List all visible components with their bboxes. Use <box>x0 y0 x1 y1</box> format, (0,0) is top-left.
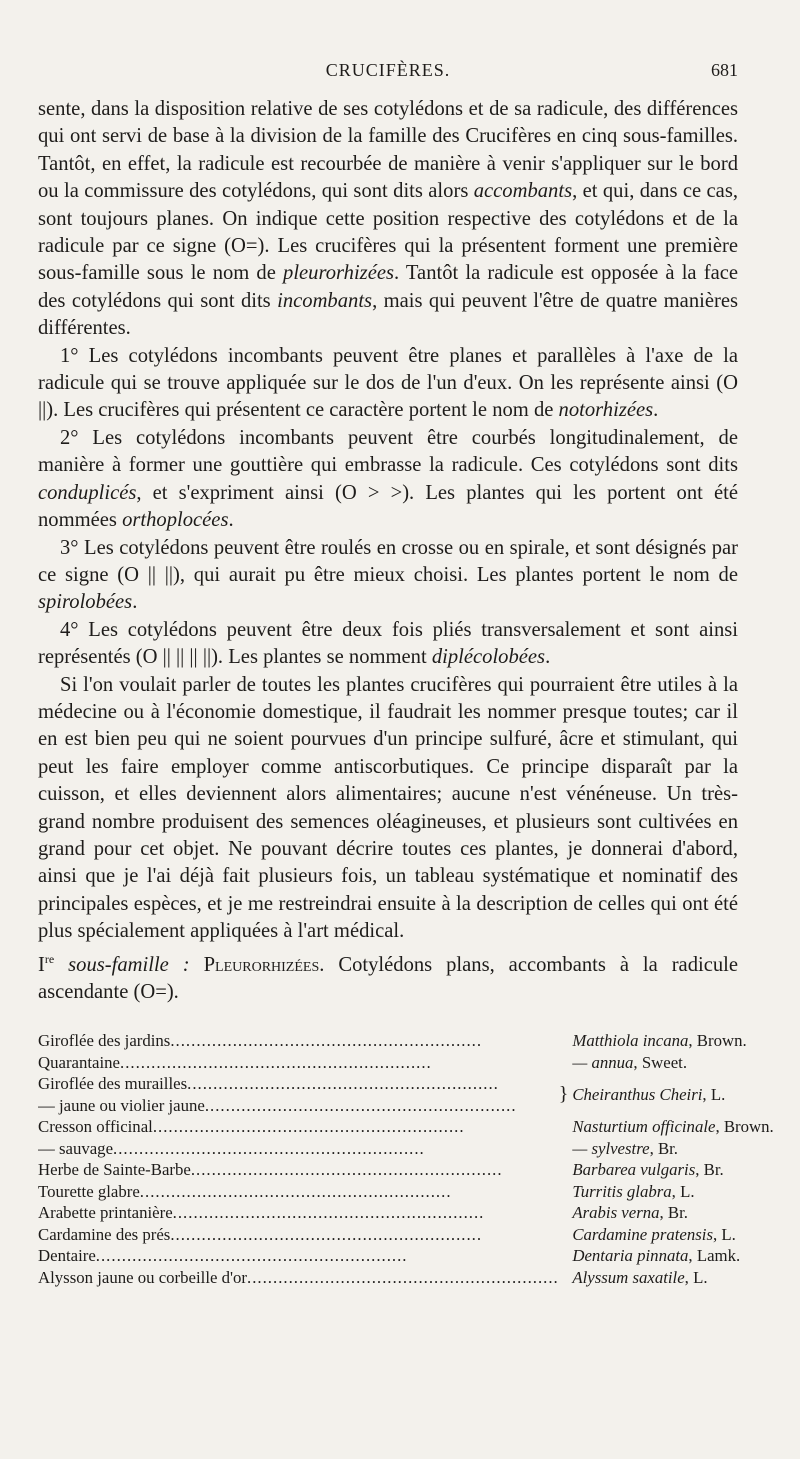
species-table <box>38 1030 774 1288</box>
author-abbrev: , L. <box>712 1224 736 1244</box>
body-text <box>38 96 738 1006</box>
italic-term: accombants <box>473 180 573 203</box>
text-run: 3° Les cotylédons peuvent être roulés en crosse ou en spirale, et sont désignés par ce signe (O || ||), qui aurait pu être mieux choisi. Les plantes portent le nom de <box>38 536 738 586</box>
paragraph <box>38 425 738 535</box>
latin-name: Nasturtium officinale <box>572 1117 716 1137</box>
common-name: Alysson jaune ou corbeille d'or <box>38 1267 248 1287</box>
leader-dots: ............................................................ <box>247 1267 559 1287</box>
common-name: Giroflée des murailles <box>38 1074 188 1094</box>
common-name-cell <box>38 1202 559 1224</box>
latin-name: Matthiola incana <box>572 1031 689 1051</box>
author-abbrev: , L. <box>684 1267 708 1287</box>
text-run: . Tantôt la radicule est opposée à la face des cotylédons qui sont dits <box>38 262 738 312</box>
text-run: 2° Les cotylédons incombants peuvent être courbés longitudinalement, de manière à former une gouttière qui embrasse la radicule. Ces cotylédons sont dits <box>38 426 738 477</box>
leader-dots: ............................................................ <box>204 1095 517 1115</box>
species-row <box>38 1138 774 1160</box>
brace-spacer <box>559 1202 569 1224</box>
paragraphs <box>38 96 738 946</box>
leader-dots: ............................................................ <box>187 1074 499 1094</box>
latin-name-cell <box>568 1181 773 1203</box>
brace-spacer <box>559 1181 569 1203</box>
common-name-cell <box>38 1267 559 1289</box>
paragraph <box>38 535 738 617</box>
leader-dots: ............................................................ <box>113 1138 425 1158</box>
author-abbrev: , Br. <box>649 1138 679 1158</box>
latin-name-cell <box>568 1030 773 1052</box>
leader-dots: ............................................................ <box>170 1031 483 1051</box>
author-abbrev: , Br. <box>659 1203 688 1223</box>
common-name: Arabette printanière <box>38 1203 173 1223</box>
leader-dots: ............................................................ <box>172 1203 485 1223</box>
running-head <box>38 60 738 86</box>
common-name-cell <box>38 1245 559 1267</box>
brace-spacer <box>559 1138 569 1160</box>
common-name: Giroflée des jardins <box>38 1031 171 1051</box>
text-run: sente, dans la disposition relative de ses cotylédons et de sa radicule, des différences qui ont servi de base à la division de la famille des Crucifères en cinq sous-familles. Tantôt, en effet, la radicule est recourbée de manière à venir s'appliquer sur le bord ou la commissure des cotylédons, qui sont dits alors <box>38 98 738 203</box>
common-name: — jaune ou violier jaune <box>38 1095 205 1115</box>
latin-name: Dentaria pinnata <box>572 1246 689 1266</box>
text-run: , mais qui peuvent l'être de quatre manières différentes. <box>38 289 738 340</box>
text-run: . <box>228 509 234 532</box>
author-abbrev: , Sweet. <box>633 1052 688 1072</box>
species-row <box>38 1202 774 1224</box>
leader-dots: ............................................................ <box>170 1224 483 1244</box>
paragraph <box>38 343 738 425</box>
text-run: 4° Les cotylédons peuvent être deux fois pliés transversalement et sont ainsi représentés (O || || || ||). Les plantes se nomment <box>38 618 738 669</box>
italic-term: conduplicés <box>38 481 137 504</box>
text-run: . <box>545 646 551 669</box>
latin-name-cell <box>568 1073 773 1116</box>
italic-term: orthoplocées <box>122 509 229 532</box>
common-name: Tourette glabre <box>38 1181 140 1201</box>
latin-name-cell <box>568 1159 773 1181</box>
italic-term: pleurorhizées <box>283 262 394 285</box>
latin-name-cell <box>568 1245 773 1267</box>
author-abbrev: , Lamk. <box>688 1246 741 1266</box>
author-abbrev: , Brown. <box>688 1031 747 1051</box>
common-name-cell <box>38 1181 559 1203</box>
italic-term: incombants <box>277 289 373 312</box>
common-name-cell <box>38 1052 559 1074</box>
subfamily-description: Cotylédons plans, accombants à la radicule ascendante (O=). <box>38 953 739 1003</box>
paragraph <box>38 672 738 946</box>
species-row <box>38 1073 774 1095</box>
latin-name-cell <box>568 1202 773 1224</box>
common-name: — sauvage <box>38 1138 114 1158</box>
common-name-cell <box>38 1138 559 1160</box>
italic-term: diplécolobées <box>431 646 546 669</box>
common-name-cell <box>38 1030 559 1052</box>
paragraph <box>38 96 738 343</box>
leader-dots: ............................................................ <box>152 1117 465 1137</box>
common-name-cell <box>38 1073 559 1095</box>
subfamily-heading <box>38 946 738 1007</box>
latin-name: — sylvestre <box>572 1138 650 1158</box>
brace-spacer <box>559 1030 569 1052</box>
running-title: CRUCIFÈRES. <box>325 60 451 80</box>
author-abbrev: , Br. <box>695 1160 724 1180</box>
subfamily-ordinal-sup: re <box>44 951 55 966</box>
common-name: Quarantaine <box>38 1052 120 1072</box>
brace-glyph: } <box>558 1083 569 1106</box>
author-abbrev: , Brown. <box>715 1117 774 1137</box>
species-row <box>38 1267 774 1289</box>
brace-spacer <box>559 1245 569 1267</box>
common-name: Herbe de Sainte-Barbe <box>38 1160 191 1180</box>
common-name-cell <box>38 1224 559 1246</box>
latin-name: Turritis glabra <box>572 1181 672 1201</box>
text-run: Si l'on voulait parler de toutes les plantes crucifères qui pourraient être utiles à la médecine ou à l'économie domestique, il faudrait les nommer presque toutes; car il en est bien peu qui ne soient pourvues d'un principe sulfuré, âcre et stimulant, qui peut les faire employer comme antiscorbutiques. Ce principe disparaît par la cuisson, et elles deviennent alors alimentaires; aucune n'est vénéneuse. Un très-grand nombre produisent des semences oléagineuses, et plusieurs sont cultivées en grand pour cet objet. Ne pouvant décrire toutes ces plantes, je donnerai d'abord, ainsi que je l'ai déjà fait plusieurs fois, un tableau systématique et nominatif des principales espèces, et je me restreindrai ensuite à la description de celles qui ont été plus spécialement appliquées à l'art médical. <box>38 673 738 943</box>
common-name: Dentaire <box>38 1246 96 1266</box>
common-name: Cresson officinal <box>38 1117 153 1137</box>
species-row <box>38 1181 774 1203</box>
common-name-cell <box>38 1095 559 1117</box>
latin-name-cell <box>568 1224 773 1246</box>
common-name: Cardamine des prés <box>38 1224 171 1244</box>
latin-name-cell <box>568 1116 773 1138</box>
species-row <box>38 1116 774 1138</box>
species-row <box>38 1224 774 1246</box>
subfamily-label: sous-famille : <box>68 953 190 976</box>
latin-name-cell <box>568 1267 773 1289</box>
text-run: . <box>132 591 138 614</box>
latin-name-cell <box>568 1052 773 1074</box>
species-row <box>38 1159 774 1181</box>
text-run: , et s'expriment ainsi (O > >). Les plantes qui les portent ont été nommées <box>38 481 738 532</box>
leader-dots: ............................................................ <box>95 1246 408 1266</box>
brace-spacer <box>559 1224 569 1246</box>
brace-spacer <box>559 1116 569 1138</box>
leader-dots: ............................................................ <box>139 1181 452 1201</box>
subfamily-ordinal: I <box>38 953 45 976</box>
author-abbrev: , L. <box>671 1181 695 1201</box>
latin-name: Cardamine pratensis <box>572 1224 713 1244</box>
leader-dots: ............................................................ <box>120 1052 432 1072</box>
subfamily-name: Pleurorhizées. <box>203 953 325 976</box>
latin-name: Cheiranthus Cheiri <box>572 1085 703 1105</box>
italic-term: spirolobées <box>38 591 133 614</box>
text-run: , et qui, dans ce cas, sont toujours planes. On indique cette position respective des cotylédons et de la radicule par ce signe (O=). Les crucifères qui la présentent forment une première sous-famille sous le nom de <box>38 180 738 285</box>
author-abbrev: , L. <box>702 1085 726 1105</box>
brace-spacer <box>559 1052 569 1074</box>
species-row <box>38 1245 774 1267</box>
latin-name: — annua <box>572 1052 634 1072</box>
paragraph <box>38 617 738 672</box>
common-name-cell <box>38 1159 559 1181</box>
latin-name: Alyssum saxatile <box>572 1267 685 1287</box>
page-number: 681 <box>711 60 738 80</box>
text-run: . <box>653 399 659 422</box>
species-row <box>38 1052 774 1074</box>
brace-spacer <box>559 1159 569 1181</box>
latin-name: Barbarea vulgaris <box>572 1160 696 1180</box>
latin-name-cell <box>568 1138 773 1160</box>
common-name-cell <box>38 1116 559 1138</box>
brace-spacer <box>559 1267 569 1289</box>
species-row <box>38 1030 774 1052</box>
text-run: 1° Les cotylédons incombants peuvent être planes et parallèles à l'axe de la radicule qui se trouve appliquée sur le dos de l'un d'eux. On les représente ainsi (O ||). Les crucifères qui présentent ce caractère portent le nom de <box>38 344 738 422</box>
italic-term: notorhizées <box>558 399 654 422</box>
leader-dots: ............................................................ <box>190 1160 503 1180</box>
latin-name: Arabis verna <box>572 1203 660 1223</box>
